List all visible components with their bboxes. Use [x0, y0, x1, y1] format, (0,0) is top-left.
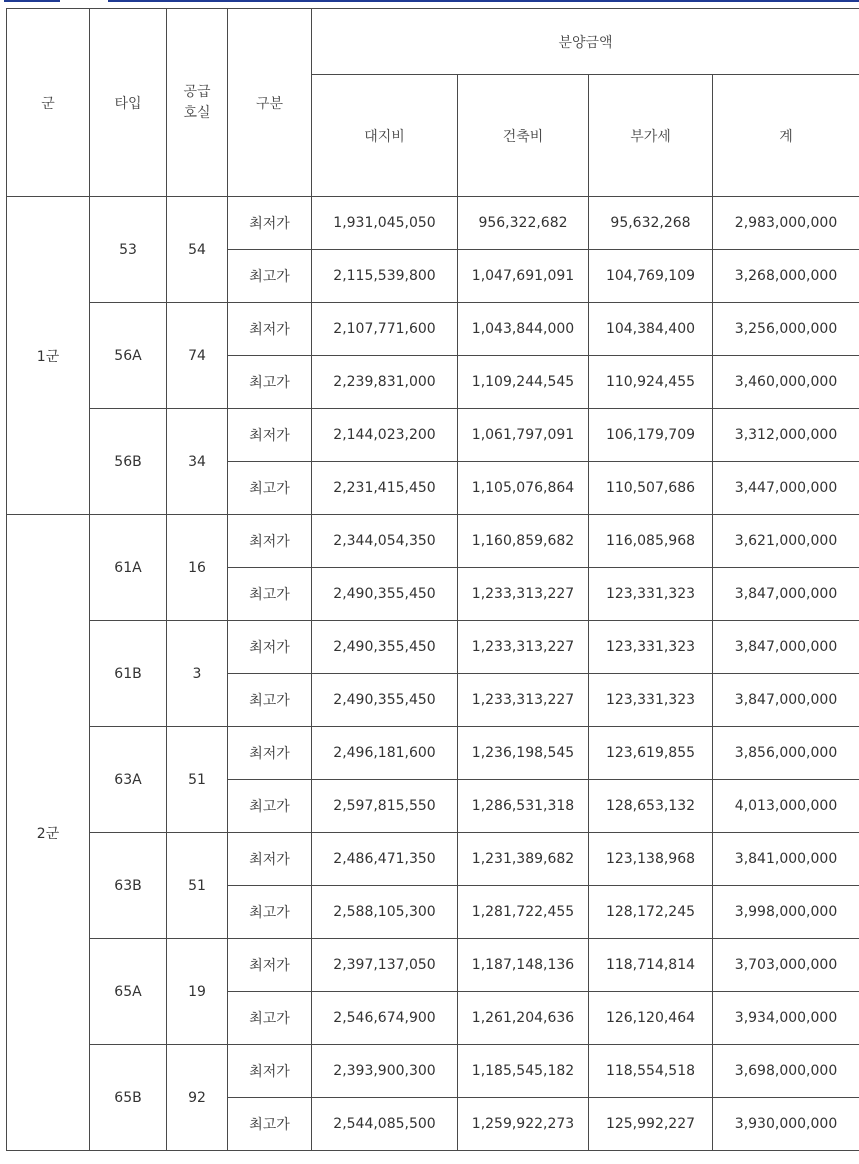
building-cost-cell: 1,160,859,682 [458, 515, 589, 568]
building-cost-cell: 1,233,313,227 [458, 621, 589, 674]
table-row [7, 621, 859, 674]
building-cost-cell: 1,286,531,318 [458, 780, 589, 833]
land-cost-cell: 2,115,539,800 [312, 250, 458, 303]
total-cell: 3,703,000,000 [713, 939, 859, 992]
vat-cell: 126,120,464 [589, 992, 713, 1045]
header-price-group: 분양금액 [312, 9, 859, 75]
top-accent-line-left [4, 0, 60, 2]
land-cost-cell: 2,393,900,300 [312, 1045, 458, 1098]
category-cell: 최저가 [228, 303, 312, 356]
category-cell: 최저가 [228, 197, 312, 250]
total-cell: 3,268,000,000 [713, 250, 859, 303]
vat-cell: 118,714,814 [589, 939, 713, 992]
total-cell: 3,312,000,000 [713, 409, 859, 462]
category-cell: 최고가 [228, 356, 312, 409]
total-cell: 3,447,000,000 [713, 462, 859, 515]
building-cost-cell: 1,061,797,091 [458, 409, 589, 462]
land-cost-cell: 2,544,085,500 [312, 1098, 458, 1151]
vat-cell: 110,924,455 [589, 356, 713, 409]
total-cell: 3,847,000,000 [713, 621, 859, 674]
type-cell: 53 [90, 197, 167, 303]
price-table [6, 8, 859, 1151]
table-row [7, 1045, 859, 1098]
building-cost-cell: 1,281,722,455 [458, 886, 589, 939]
land-cost-cell: 2,397,137,050 [312, 939, 458, 992]
top-accent-line-right [108, 0, 859, 2]
vat-cell: 123,331,323 [589, 674, 713, 727]
land-cost-cell: 2,144,023,200 [312, 409, 458, 462]
header-vat: 부가세 [589, 75, 713, 197]
supply-units-cell: 19 [167, 939, 228, 1045]
table-row [7, 515, 859, 568]
header-land-cost: 대지비 [312, 75, 458, 197]
building-cost-cell: 1,233,313,227 [458, 674, 589, 727]
land-cost-cell: 2,597,815,550 [312, 780, 458, 833]
vat-cell: 104,769,109 [589, 250, 713, 303]
building-cost-cell: 1,233,313,227 [458, 568, 589, 621]
total-cell: 4,013,000,000 [713, 780, 859, 833]
land-cost-cell: 2,496,181,600 [312, 727, 458, 780]
type-cell: 65B [90, 1045, 167, 1151]
supply-units-cell: 51 [167, 727, 228, 833]
land-cost-cell: 2,344,054,350 [312, 515, 458, 568]
supply-units-cell: 92 [167, 1045, 228, 1151]
vat-cell: 128,172,245 [589, 886, 713, 939]
type-cell: 61B [90, 621, 167, 727]
total-cell: 3,998,000,000 [713, 886, 859, 939]
category-cell: 최저가 [228, 1045, 312, 1098]
category-cell: 최고가 [228, 462, 312, 515]
total-cell: 3,934,000,000 [713, 992, 859, 1045]
type-cell: 63B [90, 833, 167, 939]
land-cost-cell: 2,490,355,450 [312, 568, 458, 621]
category-cell: 최고가 [228, 1098, 312, 1151]
category-cell: 최고가 [228, 780, 312, 833]
vat-cell: 118,554,518 [589, 1045, 713, 1098]
header-supply-units: 공급 호실 [167, 9, 228, 197]
building-cost-cell: 956,322,682 [458, 197, 589, 250]
supply-units-cell: 74 [167, 303, 228, 409]
category-cell: 최고가 [228, 992, 312, 1045]
type-cell: 65A [90, 939, 167, 1045]
type-cell: 63A [90, 727, 167, 833]
building-cost-cell: 1,047,691,091 [458, 250, 589, 303]
header-category: 구분 [228, 9, 312, 197]
category-cell: 최고가 [228, 250, 312, 303]
vat-cell: 123,138,968 [589, 833, 713, 886]
land-cost-cell: 1,931,045,050 [312, 197, 458, 250]
table-row [7, 939, 859, 992]
building-cost-cell: 1,187,148,136 [458, 939, 589, 992]
total-cell: 3,460,000,000 [713, 356, 859, 409]
header-type: 타입 [90, 9, 167, 197]
land-cost-cell: 2,239,831,000 [312, 356, 458, 409]
building-cost-cell: 1,105,076,864 [458, 462, 589, 515]
category-cell: 최고가 [228, 886, 312, 939]
supply-units-cell: 51 [167, 833, 228, 939]
land-cost-cell: 2,546,674,900 [312, 992, 458, 1045]
category-cell: 최고가 [228, 568, 312, 621]
total-cell: 3,930,000,000 [713, 1098, 859, 1151]
category-cell: 최저가 [228, 833, 312, 886]
table-row [7, 409, 859, 462]
header-total: 계 [713, 75, 859, 197]
category-cell: 최저가 [228, 939, 312, 992]
building-cost-cell: 1,231,389,682 [458, 833, 589, 886]
table-row [7, 303, 859, 356]
vat-cell: 110,507,686 [589, 462, 713, 515]
land-cost-cell: 2,231,415,450 [312, 462, 458, 515]
total-cell: 3,698,000,000 [713, 1045, 859, 1098]
land-cost-cell: 2,107,771,600 [312, 303, 458, 356]
type-cell: 61A [90, 515, 167, 621]
category-cell: 최저가 [228, 727, 312, 780]
type-cell: 56A [90, 303, 167, 409]
vat-cell: 125,992,227 [589, 1098, 713, 1151]
total-cell: 3,856,000,000 [713, 727, 859, 780]
category-cell: 최저가 [228, 621, 312, 674]
supply-units-cell: 54 [167, 197, 228, 303]
vat-cell: 128,653,132 [589, 780, 713, 833]
supply-units-cell: 3 [167, 621, 228, 727]
table-row [7, 727, 859, 780]
vat-cell: 106,179,709 [589, 409, 713, 462]
category-cell: 최저가 [228, 409, 312, 462]
total-cell: 3,256,000,000 [713, 303, 859, 356]
table-row [7, 833, 859, 886]
total-cell: 3,847,000,000 [713, 674, 859, 727]
building-cost-cell: 1,185,545,182 [458, 1045, 589, 1098]
vat-cell: 104,384,400 [589, 303, 713, 356]
supply-units-cell: 16 [167, 515, 228, 621]
vat-cell: 123,331,323 [589, 568, 713, 621]
vat-cell: 123,331,323 [589, 621, 713, 674]
vat-cell: 116,085,968 [589, 515, 713, 568]
group-cell: 1군 [7, 197, 90, 515]
table-row [7, 197, 859, 250]
building-cost-cell: 1,236,198,545 [458, 727, 589, 780]
category-cell: 최고가 [228, 674, 312, 727]
total-cell: 3,847,000,000 [713, 568, 859, 621]
land-cost-cell: 2,490,355,450 [312, 674, 458, 727]
header-building-cost: 건축비 [458, 75, 589, 197]
building-cost-cell: 1,259,922,273 [458, 1098, 589, 1151]
vat-cell: 123,619,855 [589, 727, 713, 780]
group-cell: 2군 [7, 515, 90, 1151]
land-cost-cell: 2,486,471,350 [312, 833, 458, 886]
supply-units-cell: 34 [167, 409, 228, 515]
header-group: 군 [7, 9, 90, 197]
total-cell: 3,841,000,000 [713, 833, 859, 886]
total-cell: 3,621,000,000 [713, 515, 859, 568]
category-cell: 최저가 [228, 515, 312, 568]
vat-cell: 95,632,268 [589, 197, 713, 250]
building-cost-cell: 1,261,204,636 [458, 992, 589, 1045]
total-cell: 2,983,000,000 [713, 197, 859, 250]
land-cost-cell: 2,490,355,450 [312, 621, 458, 674]
type-cell: 56B [90, 409, 167, 515]
building-cost-cell: 1,109,244,545 [458, 356, 589, 409]
land-cost-cell: 2,588,105,300 [312, 886, 458, 939]
building-cost-cell: 1,043,844,000 [458, 303, 589, 356]
